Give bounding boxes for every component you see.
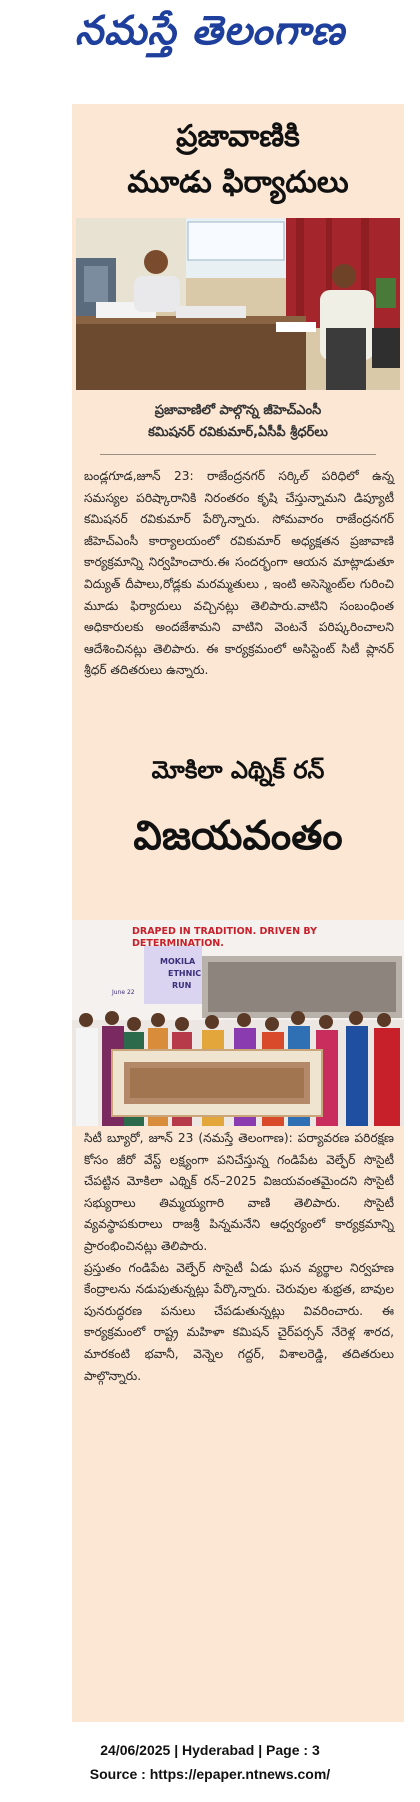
article2-body-p1: సిటీ బ్యూరో, జూన్ 23 (నమస్తే తెలంగాణ): పర్యావరణ పరిరక్షణ కోసం జీరో వేస్ట్ లక్ష్యంగా పనిచేస్తున్న గండిపేట వెల్ఫేర్ సొసైటీ చేపట్టిన మోకిలా ఎథ్నిక్ రన్–2025 విజయవంతమైందని సొసైటీ సభ్యురాలు తిమ్మయ్యగారి వాణి తెలిపారు. సొసైటీ వ్యవస్థాపకురాలు రాజశ్రీ పిన్నమనేని ఆధ్వర్యంలో కార్యక్రమాన్ని ప్రారంభించినట్లు తెలిపారు. <box>84 1131 394 1253</box>
sign-date: June 22 <box>112 989 135 996</box>
article1-caption-line1: ప్రజావాణిలో పాల్గొన్న జీహెచ్ఎంసీ <box>154 403 322 418</box>
article2-headline-line2: విజయవంతం <box>133 813 343 859</box>
sign-line3: RUN <box>172 981 192 990</box>
caption-divider <box>100 454 376 455</box>
footer-source: Source : https://epaper.ntnews.com/ <box>89 1766 331 1782</box>
article1-body <box>84 466 394 682</box>
news-clipping <box>72 104 404 1722</box>
banner-text-line2: DETERMINATION. <box>132 938 224 949</box>
banner-text-line1: DRAPED IN TRADITION. DRIVEN BY <box>132 926 317 937</box>
article2-body-p2: ప్రస్తుతం గండిపేట వెల్ఫేర్ సొసైటీ ఏడు ఘన వ్యర్థాల నిర్వహణ కేంద్రాలను నడుపుతున్నట్లు పేర్కొన్నారు. చెరువుల శుభ్రత, బావుల పునరుద్ధరణ పనులు చేపడుతున్నట్లు వివరించారు. ఈ కార్యక్రమంలో రాష్ట్ర మహిళా కమిషన్ చైర్‌పర్సన్ నేరెళ్ల శారద, మారకంటి భవానీ, వెన్నెల గద్దర్, విశాలరెడ్డి, తదితరులు పాల్గొన్నారు. <box>84 1260 394 1383</box>
article1-caption-line2: కమిషనర్ రవికుమార్,ఏసీపీ శ్రీధర్‌లు <box>148 425 328 440</box>
article2-photo <box>72 920 404 1126</box>
article1-headline-line2: మూడు ఫిర్యాదులు <box>127 165 349 200</box>
sign-line1: MOKILA <box>160 957 196 966</box>
sign-line2: ETHNIC <box>168 969 202 978</box>
article1-body-text: బండ్లగూడ,జూన్ 23: రాజేంద్రనగర్ సర్కిల్ పరిధిలో ఉన్న సమస్యల పరిష్కారానికి నిరంతరం కృషి చేస్తున్నామని డిప్యూటీ కమిషనర్ రవికుమార్ పేర్కొన్నారు. సోమవారం రాజేంద్రనగర్ జీహెచ్ఎంసీ కార్యాలయంలో రవికుమార్ అధ్యక్షతన ప్రజావాణి కార్యక్రమాన్ని నిర్వహించారు.ఈ సందర్భంగా ఆయన మాట్లాడుతూ విద్యుత్ దీపాలు,రోడ్లకు మరమ్మతులు , ఇంటి అసెస్మెంట్‌ల గురించి మూడు ఫిర్యాదులు వచ్చినట్లు తెలిపారు.వాటిని సంబంధింత అధికారులకు అందజేశామని వాటిని వెంటనే పరిష్కరించాలని ఆదేశించినట్లు తెలిపారు. ఈ కార్యక్రమంలో అసిస్టెంట్ సిటీ ప్లానర్ శ్రీధర్ తదితరులు ఉన్నారు. <box>84 469 394 678</box>
masthead-title: నమస్తే తెలంగాణ <box>74 8 346 54</box>
article2-headline-line1: మోకిలా ఎథ్నిక్ రన్ <box>151 756 325 784</box>
article2-body <box>84 1128 394 1387</box>
footer-date-city-page: 24/06/2025 | Hyderabad | Page : 3 <box>100 1742 320 1758</box>
article1-photo <box>76 218 400 390</box>
masthead <box>0 0 420 72</box>
article1-headline-line1: ప్రజావాణికి <box>176 119 300 154</box>
